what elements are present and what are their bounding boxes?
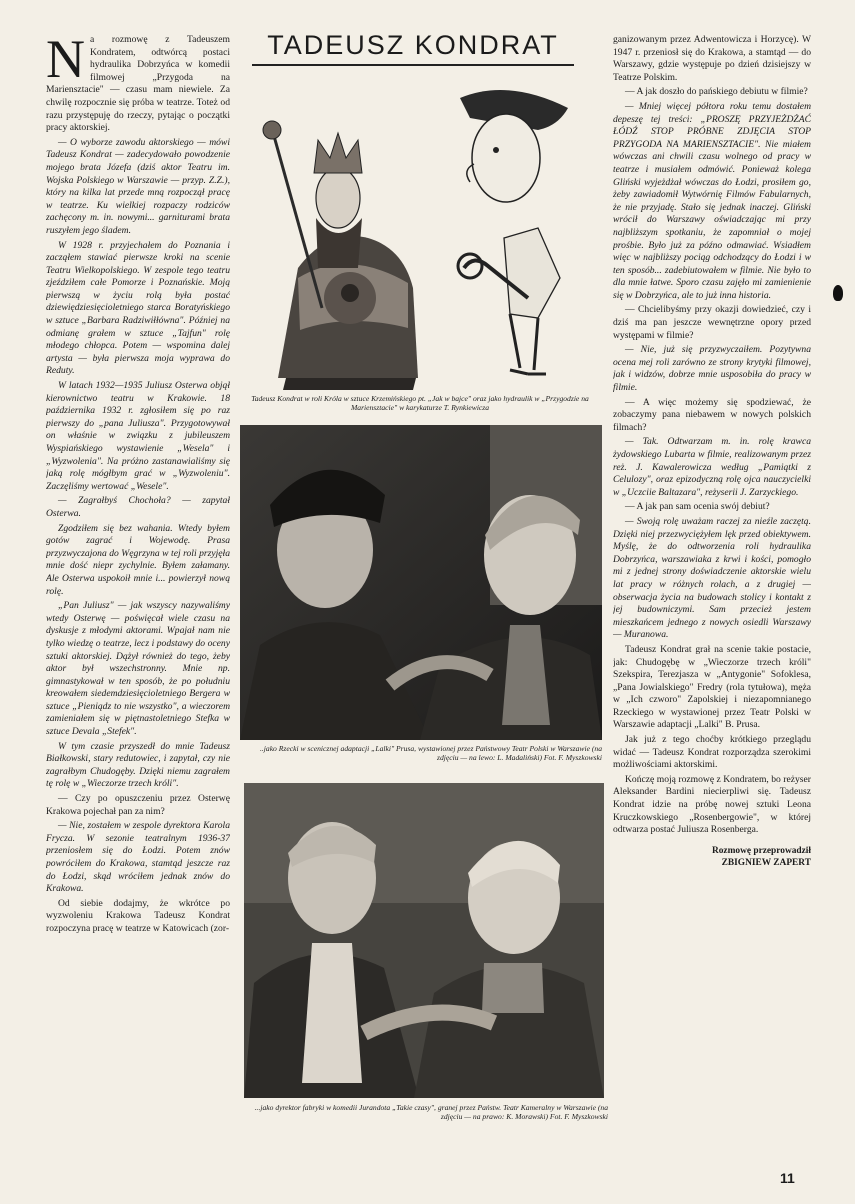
article-paragraph: [46, 495, 230, 520]
title-underline: [252, 64, 574, 66]
page-number: 11: [780, 1170, 795, 1186]
paragraph-text: W tym czasie przyszedł do mnie Tadeusz Białkowski, stary redutowiec, i zapytał, czy nie zagrałbym Chudogęby. Dzięki niemu zagrałem tę rolę w „Wieczorze trzech króli".: [46, 740, 230, 790]
article-paragraph: [613, 734, 811, 772]
paragraph-text: — Chcielibyśmy przy okazji dowiedzieć, czy i dziś ma pan jeszcze wewnętrzne opory przed występami w filmie?: [613, 304, 811, 341]
article-paragraph: [46, 34, 230, 135]
article-paragraph: [46, 741, 230, 791]
caricature-caption: Tadeusz Kondrat w roli Króla w sztuce Krzemińskiego pt. „Jak w bajce" oraz jako hydraulik w „Przygodzie na Mariensztacie" w karykaturze T. Rynkiewicza: [251, 394, 589, 413]
article-paragraph: [46, 600, 230, 739]
paragraph-text: Zgodziłem się bez wahania. Wtedy byłem gotów zagrać i Wojewodę. Prasa przyzwyczajona do Węgrzyna w tej roli przyjęła mnie dość niepr zychylnie. Byłem załamany. Ale Osterwa uspokoił mnie i... powierzył nową rolę.: [46, 522, 230, 597]
photo-rzecki-scene: [240, 425, 602, 740]
signoff-label: Rozmowę przeprowadził: [711, 845, 811, 856]
paragraph-text: W latach 1932—1935 Juliusz Osterwa objął kierownictwo teatru w Krakowie. 18 października 1932 r. zgłosiłem się po raz pierwszy do „pana Juliusza". Przygotowywał on właśnie w związku z jubileuszem Wyspiańskiego wystawienie „Wesela" i „Wyzwolenia". Na próżno zastanawialiśmy się jaką rolę mógłbym grać w „Wyzwoleniu". Zaczęliśmy wertować „Wesele".: [46, 380, 230, 492]
article-paragraph: [613, 774, 811, 837]
photo-director-scene: [244, 783, 604, 1098]
article-paragraph: [46, 137, 230, 238]
right-text-column: [613, 34, 811, 1174]
director-photo-caption: ...jako dyrektor fabryki w komedii Jurandota „Takie czasy", granej przez Państw. Teatr Kameralny w Warszawie (na zdjęciu — na prawo: K. Morawski) Fot. F. Myszkowski: [254, 1103, 608, 1122]
caricature-illustration: [238, 78, 598, 392]
article-paragraph: [46, 820, 230, 896]
article-paragraph: [613, 516, 811, 642]
article-paragraph: [46, 898, 230, 936]
paragraph-text: W 1928 r. przyjechałem do Poznania i zacząłem stawiać pierwsze kroki na scenie Teatru Wielkopolskiego. W zespole tego teatru zjeździłem całe Pomorze i Poznańskie. Moją pierwszą w życiu rolą była postać dziewiędziesięcioletniego starca Boratyńskiego w sztuce „Barbara Radziwiłłówna". Później na odmianę grałem w sztuce „Tajfun" rolę młodego chłopca. Potem — wspomina dalej artysta — była pierwsza moja wyprawa do Reduty.: [46, 239, 230, 377]
paragraph-text: Jak już z tego choćby krótkiego przeglądu widać — Tadeusz Kondrat rozporządza szerokimi możliwościami aktorskimi.: [613, 734, 811, 771]
paragraph-text: Od siebie dodajmy, że wkrótce po wyzwoleniu Krakowa Tadeusz Kondrat rozpoczyna pracę w teatrze w Katowicach (zor-: [46, 897, 230, 934]
article-paragraph: [613, 644, 811, 732]
left-text-column: [46, 34, 230, 1204]
article-title: TADEUSZ KONDRAT: [267, 30, 559, 60]
paragraph-text: ganizowanym przez Adwentowicza i Horzycę). W 1947 r. przeniosł się do Krakowa, a stamtąd — do Warszawy, gdzie występuje po dzień dzisiejszy w Teatrze Polskim.: [613, 34, 811, 83]
signoff: [613, 845, 811, 870]
article-paragraph: [613, 304, 811, 342]
paragraph-text: — Czy po opuszczeniu przez Osterwę Krakowa pojechał pan za nim?: [46, 793, 230, 817]
paragraph-text: — Mniej więcej półtora roku temu dostałem depeszę tej treści: „PROSZĘ PRZYJEŻDŻAĆ ŁÓDŹ STOP PRÓBNE ZDJĘCIA STOP PRZYGODA NA MARIENSZTACIE". Nie miałem wówczas ani chwili czasu wolnego od pracy w teatrze i musiałem odmówić. Ponieważ kolega Gliński wyjeżdżał wówczas do Łodzi, prosiłem go, żeby zawiadomił Wytwórnię Filmów Fabularnych, że nie przyjadę. Stało się jednak inaczej. Gliński wrócił do Warszawy oświadczając mi przy najbliższym spotkaniu, że zapomniał o mojej prośbie. Było już za późno odmawiać. Wsiadłem więc w najbliższy pociąg odchodzący do Łodzi i w ten sposób... zadebiutowałem w filmie. Nie było to dla mnie łatwe. Sporo czasu zajęło mi zamienienie się w Dobrzyńca, ale to już inna historia.: [613, 100, 811, 301]
article-paragraph: [613, 397, 811, 435]
article-paragraph: [46, 793, 230, 818]
paragraph-text: — Swoją rolę uważam raczej za nieźle zaczętą. Dzięki niej przezwyciężyłem lęk przed obiektywem. Myślę, że do odtworzenia roli hydraulika Dobrzyńca, warszawiaka z krwi i kości, pomogło mi z jednej strony doświadczenie aktorskie wielu lat pracy w różnych rolach, a z drugiej — obserwacja życia na budowach stolicy i kontakt z jej budowniczymi. Sam przecież jestem mieszkańcem jednego z nowych osiedli Warszawy — Muranowa.: [613, 515, 811, 641]
article-paragraph: [613, 101, 811, 303]
paragraph-text: „Pan Juliusz" — jak wszyscy nazywaliśmy wtedy Osterwę — poświęcał wiele czasu na dyskusje z młodymi aktorami. Wpajał nam nie tylko wiedzę o teatrze, lecz i podstawy do oceny sztuki aktorskiej. Dążył również do tego, żeby aktor był wszechstronny. Mnie np. gimnastykował w ten sposób, że po południu kreowałem siedemdziesięcioletniego Bergera w sztuce „Pieniądz to nie wszystko", a wieczorem zamieniałem się w piętnastoletniego Stefka w sztuce Devala „Stefek".: [46, 600, 230, 738]
article-paragraph: [613, 501, 811, 514]
signoff-author: ZBIGNIEW ZAPERT: [721, 858, 811, 869]
article-paragraph: [613, 34, 811, 84]
margin-ink-mark: [833, 285, 843, 301]
article-paragraph: [613, 86, 811, 99]
rzecki-photo-caption: ..jako Rzecki w scenicznej adaptacji „Lalki" Prusa, wystawionej przez Państwowy Teatr Polski w Warszawie (na zdjęciu — na lewo: L. Madaliński) Fot. F. Myszkowski: [259, 744, 602, 763]
paragraph-text: — A jak doszło do pańskiego debiutu w filmie?: [625, 86, 808, 98]
article-paragraph: [46, 240, 230, 379]
paragraph-text: — Tak. Odtwarzam m. in. rolę krawca żydowskiego Lubarta w filmie, realizowanym przez reż. J. Kawalerowicza według „Pamiątki z Celulozy", oraz epizodyczną rolę ojca nauczycielki w „Uczciie Baltazara", reżyserii J. Zarzyckiego.: [613, 436, 811, 498]
paragraph-text: — O wyborze zawodu aktorskiego — mówi Tadeusz Kondrat — zadecydowało powodzenie mojego brata Józefa (dziś aktor Teatru im. Wojska Polskiego w Warszawie — przyp. Z.Z.), który na kilka lat przede mną rozpoczął pracę w teatrze. Ku wielkiej rozpaczy rodziców zachęcony m. in. nowymi... garniturami brata ruszyłem jego śladem.: [46, 136, 230, 236]
drop-cap: N: [46, 34, 85, 89]
paragraph-text: — Nie, zostałem w zespole dyrektora Karola Frycza. W sezonie teatralnym 1936-37 przeniosłem się do Łodzi. Potem znów powróciłem do Krakowa, stamtąd jeszcze raz do Łodzi, skąd wróciłem jednak znów do Krakowa.: [46, 820, 230, 895]
article-paragraph: [46, 523, 230, 599]
paragraph-text: — Nie, już się przyzwyczaiłem. Pozytywna ocena mej roli zarówno ze strony krytyki filmowej, jak i widzów, dobrze mnie usposobiła do pracy w filmie.: [613, 344, 811, 394]
paragraph-text: Kończę moją rozmowę z Kondratem, bo reżyser Aleksander Bardini niecierpliwi się. Tadeusz Kondrat idzie na próbę nowej sztuki Leona Kruczkowskiego „Rosenbergowie", w której odtwarza postać Juliusza Rosenberga.: [613, 773, 811, 836]
paragraph-text: — A jak pan sam ocenia swój debiut?: [625, 501, 770, 513]
article-paragraph: [613, 344, 811, 394]
article-paragraph: [46, 380, 230, 493]
paragraph-text: a rozmowę z Tadeuszem Kondratem, odtwórcą postaci hydraulika Dobrzyńca w komedii filmowej „Przygoda na Mariensztacie" — czasu mam niewiele. Za chwilę rozpocznie się próba w teatrze. Toteż od razu przystępuję do rzeczy, pytając o początki pracy aktorskiej.: [46, 34, 230, 134]
paragraph-text: — A więc możemy się spodziewać, że zobaczymy pana niebawem w nowych polskich filmach?: [613, 396, 811, 433]
article-paragraph: [613, 436, 811, 499]
paragraph-text: Tadeusz Kondrat grał na scenie takie postacie, jak: Chudogębę w „Wieczorze trzech króli" Szekspira, Terezjasza w „Antygonie" Sofoklesa, „Pana Jowialskiego" Fredry (rola tytułowa), męża w „Ich czworo" Zapolskiej i niezapomnianego Rzeckiego w wystawionej przez Teatr Polski w Warszawie adaptacji „Lalki" B. Prusa.: [613, 643, 811, 731]
paragraph-text: — Zagrałbyś Chochoła? — zapytał Osterwa.: [46, 495, 230, 519]
